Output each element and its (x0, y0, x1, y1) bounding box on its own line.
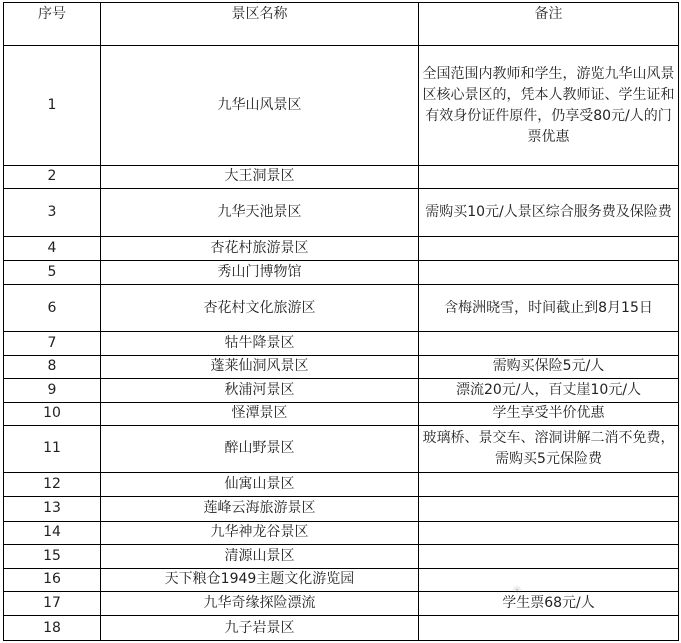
row-scenic-name: 九华神龙谷景区 (101, 521, 419, 544)
table-row (4, 521, 679, 544)
row-scenic-name: 秋浦河景区 (101, 379, 419, 402)
row-index: 3 (4, 188, 101, 236)
table-row (4, 379, 679, 402)
row-scenic-name: 蓬莱仙洞风景区 (101, 355, 419, 378)
header-index: 序号 (4, 3, 101, 46)
row-index: 16 (4, 568, 101, 591)
row-scenic-name: 莲峰云海旅游景区 (101, 497, 419, 521)
row-note: 需购买10元/人景区综合服务费及保险费 (419, 188, 679, 236)
row-scenic-name: 仙寓山景区 (101, 472, 419, 496)
row-note (419, 472, 679, 496)
table-row (4, 236, 679, 260)
row-index: 4 (4, 236, 101, 260)
table-row (4, 332, 679, 355)
row-note (419, 545, 679, 568)
table-row (4, 568, 679, 591)
table-row (4, 260, 679, 284)
row-scenic-name: 牯牛降景区 (101, 332, 419, 355)
row-scenic-name: 秀山门博物馆 (101, 260, 419, 284)
table-row (4, 616, 679, 641)
row-index: 12 (4, 472, 101, 496)
row-note: 全国范围内教师和学生，游览九华山风景区核心景区的，凭本人教师证、学生证和有效身份证件原件，仍享受80元/人的门票优惠 (419, 46, 679, 166)
table-row (4, 46, 679, 166)
row-note: 漂流20元/人，百丈崖10元/人 (419, 379, 679, 402)
row-note: 学生享受半价优惠 (419, 402, 679, 425)
header-note: 备注 (419, 3, 679, 46)
row-index: 7 (4, 332, 101, 355)
row-scenic-name: 九子岩景区 (101, 616, 419, 641)
row-index: 1 (4, 46, 101, 166)
row-note: 需购买保险5元/人 (419, 355, 679, 378)
row-note (419, 497, 679, 521)
row-index: 15 (4, 545, 101, 568)
row-scenic-name: 杏花村旅游景区 (101, 236, 419, 260)
row-index: 18 (4, 616, 101, 641)
row-index: 8 (4, 355, 101, 378)
row-scenic-name: 九华奇缘探险漂流 (101, 591, 419, 615)
scenic-spot-table (3, 2, 679, 641)
row-index: 11 (4, 425, 101, 472)
row-note: 含梅洲晓雪，时间截止到8月15日 (419, 285, 679, 332)
row-note: 学生票68元/人 (419, 591, 679, 615)
row-index: 17 (4, 591, 101, 615)
header-scenic-name: 景区名称 (101, 3, 419, 46)
row-index: 5 (4, 260, 101, 284)
row-index: 14 (4, 521, 101, 544)
table-row (4, 472, 679, 496)
row-scenic-name: 杏花村文化旅游区 (101, 285, 419, 332)
table-row (4, 355, 679, 378)
table-row (4, 285, 679, 332)
row-scenic-name: 清源山景区 (101, 545, 419, 568)
row-note (419, 521, 679, 544)
table-row (4, 497, 679, 521)
table-row (4, 591, 679, 615)
row-scenic-name: 九华山风景区 (101, 46, 419, 166)
row-index: 9 (4, 379, 101, 402)
row-scenic-name: 大王洞景区 (101, 166, 419, 188)
row-scenic-name: 天下粮仓1949主题文化游览园 (101, 568, 419, 591)
table-row (4, 402, 679, 425)
row-scenic-name: 醉山野景区 (101, 425, 419, 472)
table-header-row (4, 3, 679, 46)
table-row (4, 545, 679, 568)
row-note (419, 616, 679, 641)
row-scenic-name: 怪潭景区 (101, 402, 419, 425)
row-scenic-name: 九华天池景区 (101, 188, 419, 236)
row-note (419, 166, 679, 188)
table-row (4, 425, 679, 472)
row-note: 玻璃桥、景交车、溶洞讲解二消不免费，需购买5元保险费 (419, 425, 679, 472)
table-row (4, 188, 679, 236)
row-note (419, 332, 679, 355)
row-index: 2 (4, 166, 101, 188)
row-note (419, 260, 679, 284)
row-note (419, 568, 679, 591)
table-row (4, 166, 679, 188)
row-index: 13 (4, 497, 101, 521)
scenic-spot-table-container (3, 2, 678, 641)
watermark-logo-icon: ✳ (512, 583, 523, 597)
row-index: 10 (4, 402, 101, 425)
row-index: 6 (4, 285, 101, 332)
row-note (419, 236, 679, 260)
